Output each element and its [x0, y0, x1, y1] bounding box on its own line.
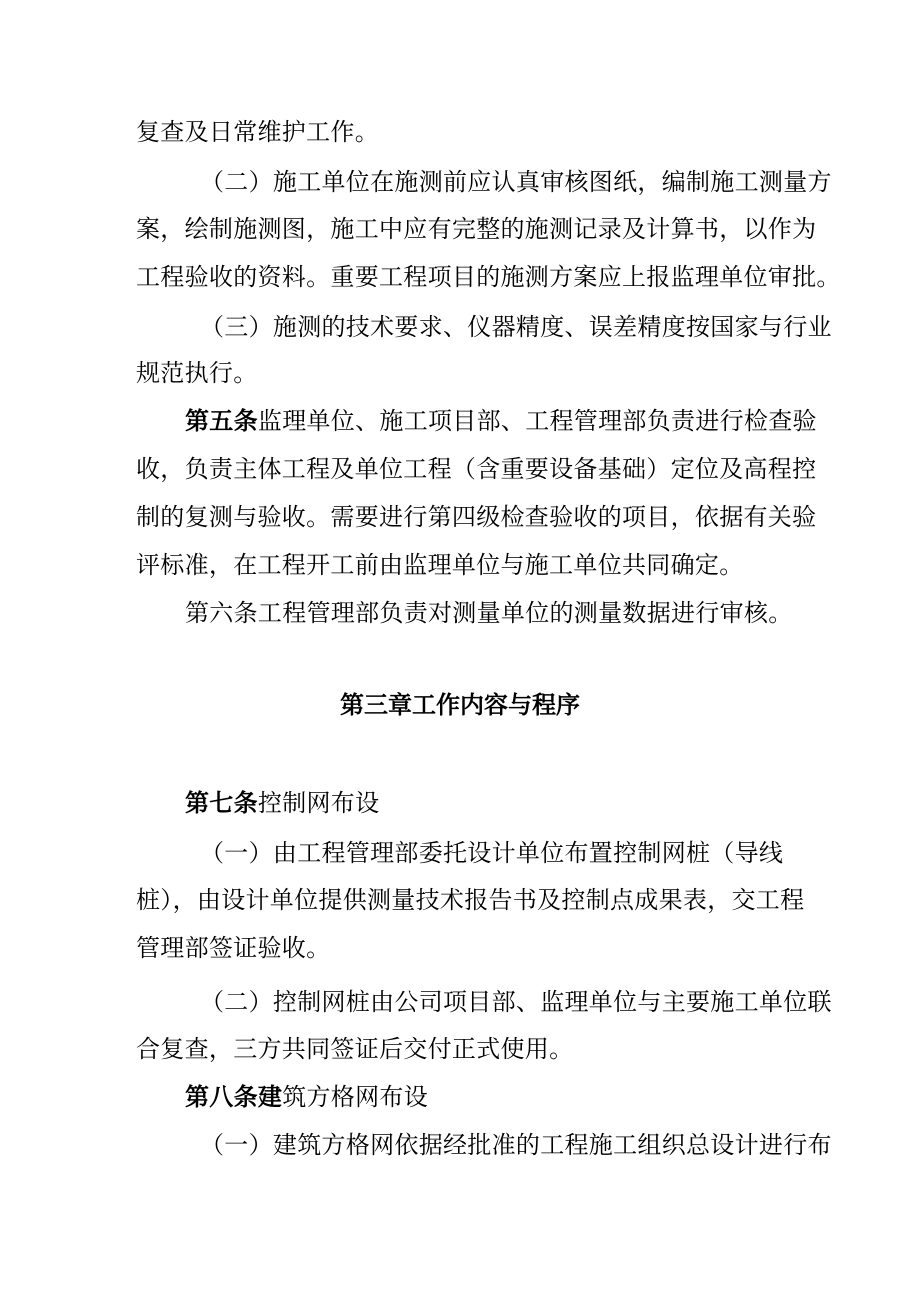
- article-5-text: 监理单位、施工项目部、工程管理部负责进行检查验: [257, 407, 817, 435]
- paragraph-line: 管理部签证验收。: [136, 934, 331, 962]
- article-8-line: [185, 1082, 428, 1112]
- paragraph-line: （一）建筑方格网依据经批准的工程施工组织总设计进行布: [200, 1131, 832, 1159]
- article-6-line: 第六条工程管理部负责对测量单位的测量数据进行审核。: [185, 599, 793, 627]
- article-7-text: 控制网布设: [257, 789, 380, 817]
- article-8-text: 筑方格网布设: [282, 1083, 429, 1111]
- article-8-label: 第八条建: [185, 1083, 283, 1111]
- paragraph-line: 桩），由设计单位提供测量技术报告书及控制点成果表，交工程: [136, 886, 805, 914]
- article-7-label: 第七条: [185, 789, 258, 817]
- article-5-line: [185, 406, 817, 436]
- paragraph-line: 合复查，三方共同签证后交付正式使用。: [136, 1035, 574, 1063]
- paragraph-line: 制的复测与验收。需要进行第四级检查验收的项目，依据有关验: [136, 503, 817, 531]
- paragraph-line: （二）施工单位在施测前应认真审核图纸，编制施工测量方: [200, 168, 832, 196]
- paragraph-line: 复查及日常维护工作。: [136, 118, 379, 146]
- article-5-label: 第五条: [185, 407, 258, 435]
- paragraph-line: 评标准，在工程开工前由监理单位与施工单位共同确定。: [136, 551, 744, 579]
- paragraph-line: （一）由工程管理部委托设计单位布置控制网桩（导线: [200, 839, 784, 867]
- paragraph-line: 规范执行。: [136, 359, 258, 387]
- paragraph-line: 案，绘制施测图，施工中应有完整的施测记录及计算书，以作为: [136, 215, 817, 243]
- paragraph-line: （二）控制网桩由公司项目部、监理单位与主要施工单位联: [200, 988, 832, 1016]
- paragraph-line: 收，负责主体工程及单位工程（含重要设备基础）定位及高程控: [136, 455, 817, 483]
- chapter-heading: 第三章工作内容与程序: [340, 691, 580, 719]
- paragraph-line: （三）施测的技术要求、仪器精度、误差精度按国家与行业: [200, 313, 832, 341]
- article-7-line: [185, 788, 379, 818]
- paragraph-line: 工程验收的资料。重要工程项目的施测方案应上报监理单位审批。: [136, 263, 841, 291]
